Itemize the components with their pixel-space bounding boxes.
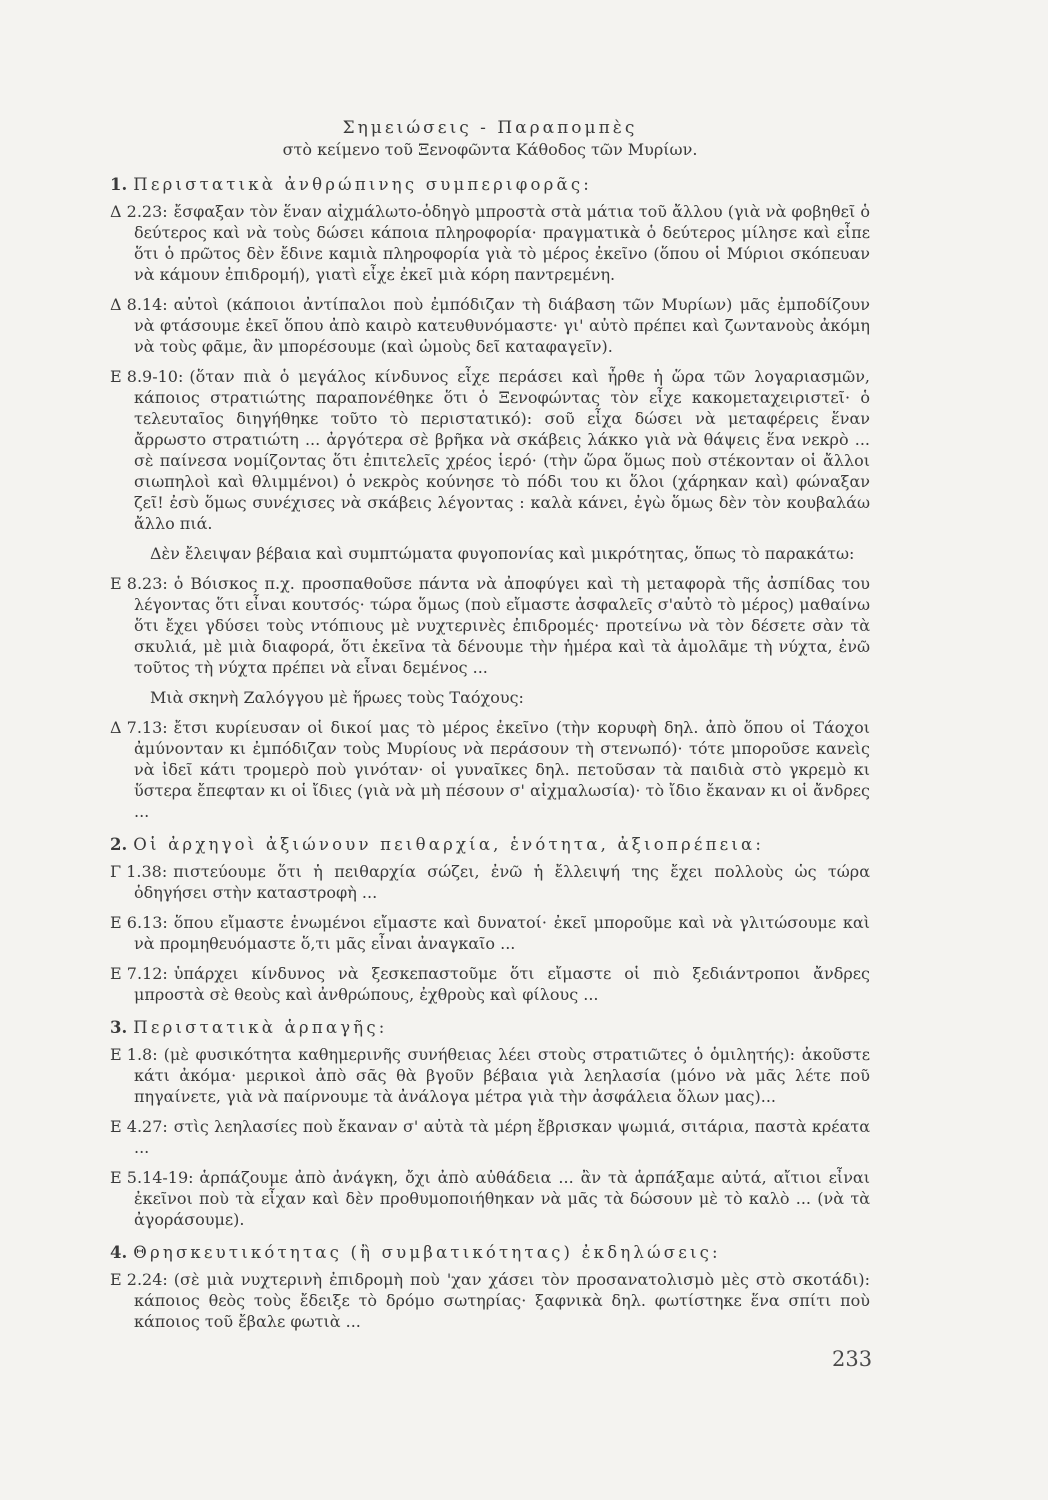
section-number: 4. bbox=[110, 1243, 128, 1262]
reference-text: (μὲ φυσικότητα καθημερινῆς συνήθειας λέει στοὺς στρατιῶτες ὁ ὁμιλητής): ἀκοῦστε κάτι ἀκόμα· μερικοὶ ἀπὸ σᾶς θὰ βγοῦν βέβαια γιὰ λεηλασία (μόνο νὰ μᾶς λέτε ποῦ πηγαίνετε, γιὰ νὰ παίρνουμε τὰ ἀνάλογα μέτρα γιὰ τὴν ἀσφάλεια ὅλων μας)... bbox=[134, 1045, 870, 1106]
section-heading-text: Περιστατικὰ ἀνθρώπινης συμπεριφορᾶς: bbox=[133, 175, 593, 194]
reference-citation: Ε 2.24: bbox=[110, 1270, 168, 1289]
reference-entry bbox=[110, 1044, 870, 1107]
reference-citation: Γ 1.38: bbox=[110, 862, 168, 881]
section-heading-text: Περιστατικὰ ἁρπαγῆς: bbox=[133, 1018, 388, 1037]
reference-entry bbox=[110, 201, 870, 285]
reference-entry bbox=[110, 1269, 870, 1332]
reference-text: (σὲ μιὰ νυχτερινὴ ἐπιδρομὴ ποὺ 'χαν χάσει τὸν προσανατολισμὸ μὲς στὸ σκοτάδι): κάποιος θεὸς τοὺς ἔδειξε τὸ δρόμο σωτηρίας· ξαφνικὰ δηλ. φωτίστηκε ἕνα σπίτι ποὺ κάποιος τοῦ ἔβαλε φωτιὰ ... bbox=[134, 1270, 870, 1331]
page-number: 233 bbox=[832, 1347, 873, 1371]
reference-text: ἔσφαξαν τὸν ἕναν αἰχμάλωτο-ὁδηγὸ μπροστὰ στὰ μάτια τοῦ ἄλλου (γιὰ νὰ φοβηθεῖ ὁ δεύτερος καὶ νὰ τοὺς δώσει κάποια πληροφορία· πραγματικὰ ὁ δεύτερος μίλησε καὶ εἶπε ὅτι ὁ πρῶτος δὲν ἔδινε καμιὰ πληροφορία γιὰ τὸ μέρος ἐκεῖνο (ὅπου οἱ Μύριοι σκόπευαν νὰ κάμουν ἐπιδρομή), γιατὶ εἶχε ἐκεῖ μιὰ κόρη παντρεμένη. bbox=[134, 202, 870, 284]
reference-entry bbox=[110, 717, 870, 822]
section-heading bbox=[110, 834, 870, 855]
reference-text: (ὅταν πιὰ ὁ μεγάλος κίνδυνος εἶχε περάσει καὶ ἦρθε ἡ ὥρα τῶν λογαριασμῶν, κάποιος στρατιώτης παραπονέθηκε ὅτι ὁ Ξενοφώντας τὸν εἶχε κακομεταχειριστεῖ· ὁ τελευταῖος διηγήθηκε τοῦτο τὸ περιστατικό): σοῦ εἶχα δώσει νὰ μεταφέρεις ἕναν ἄρρωστο στρατιώτη ... ἀργότερα σὲ βρῆκα νὰ σκάβεις λάκκο γιὰ νὰ θάψεις ἕνα νεκρὸ ... σὲ παίνεσα νομίζοντας ὅτι ἐπιτελεῖς χρέος ἱερό· (τὴν ὥρα ὅμως ποὺ στέκονταν οἱ ἄλλοι σιωπηλοὶ καὶ θλιμμένοι) ὁ νεκρὸς κούνησε τὸ πόδι του κι ὅλοι (χάρηκαν καὶ) φώναξαν ζεῖ! ἐσὺ ὅμως συνέχισες νὰ σκάβεις λέγοντας : καλὰ κάνει, ἐγὼ ὅμως δὲν τὸν κουβαλάω ἄλλο πιά. bbox=[134, 367, 870, 533]
reference-citation: Ε 8.23: bbox=[110, 574, 168, 593]
reference-citation: Ε 5.14-19: bbox=[110, 1168, 194, 1187]
reference-text: πιστεύουμε ὅτι ἡ πειθαρχία σώζει, ἐνῶ ἡ ἔλλειψή της ἔχει πολλοὺς ὡς τώρα ὁδηγήσει στὴν καταστροφὴ ... bbox=[134, 862, 870, 902]
reference-text: ὅπου εἴμαστε ἑνωμένοι εἴμαστε καὶ δυνατοί· ἐκεῖ μποροῦμε καὶ νὰ γλιτώσουμε καὶ νὰ προμηθευόμαστε ὅ,τι μᾶς εἶναι ἀναγκαῖο ... bbox=[134, 913, 870, 953]
reference-citation: Δ 7.13: bbox=[110, 718, 168, 737]
reference-citation: Ε 1.8: bbox=[110, 1045, 158, 1064]
sections-container bbox=[110, 174, 870, 1332]
reference-text: ὁ Βόισκος π.χ. προσπαθοῦσε πάντα νὰ ἀποφύγει καὶ τὴ μεταφορὰ τῆς ἀσπίδας του λέγοντας ὅτι εἶναι κουτσός· τώρα ὅμως (ποὺ εἴμαστε ἀσφαλεῖς σ'αὐτὸ τὸ μέρος) μαθαίνω ὅτι ἔχει γδύσει τοὺς ντόπιους μὲ νυχτερινὲς ἐπιδρομές· προτείνω νὰ τὸν δέσετε σὰν τὰ σκυλιά, μὲ μιὰ διαφορά, ὅτι ἐκεῖνα τὰ δένουμε τὴν ἡμέρα καὶ τὰ ἀμολᾶμε τὴ νύχτα, ἐνῶ τοῦτος τὴ νύχτα πρέπει νὰ εἶναι δεμένος ... bbox=[134, 574, 870, 677]
reference-citation: Δ 8.14: bbox=[110, 295, 168, 314]
reference-entry bbox=[110, 1167, 870, 1230]
reference-text: ὑπάρχει κίνδυνος νὰ ξεσκεπαστοῦμε ὅτι εἴμαστε οἱ πιὸ ξεδιάντροποι ἄνδρες μπροστὰ σὲ θεοὺς καὶ ἀνθρώπους, ἐχθροὺς καὶ φίλους ... bbox=[134, 964, 870, 1004]
reference-text: αὐτοὶ (κάποιοι ἀντίπαλοι ποὺ ἐμπόδιζαν τὴ διάβαση τῶν Μυρίων) μᾶς ἐμποδίζουν νὰ φτάσουμε ἐκεῖ ὅπου ἀπὸ καιρὸ κατευθυνόμαστε· γι' αὐτὸ πρέπει καὶ ζωντανοὺς ἀκόμη νὰ τοὺς φᾶμε, ἂν μπορέσουμε (καὶ ὠμοὺς δεῖ καταφαγεῖν). bbox=[134, 295, 870, 356]
note-paragraph: Μιὰ σκηνὴ Ζαλόγγου μὲ ἥρωες τοὺς Ταόχους: bbox=[150, 688, 524, 707]
reference-citation: Ε 4.27: bbox=[110, 1117, 168, 1136]
reference-entry bbox=[110, 1116, 870, 1158]
section-heading bbox=[110, 1242, 870, 1263]
reference-citation: Ε 6.13: bbox=[110, 913, 168, 932]
section-heading-text: Θρησκευτικότητας (ἢ συμβατικότητας) ἐκδηλώσεις: bbox=[133, 1243, 721, 1262]
page-title: Σημειώσεις - Παραπομπὲς bbox=[342, 118, 638, 138]
reference-entry bbox=[110, 912, 870, 954]
reference-citation: Δ 2.23: bbox=[110, 202, 168, 221]
reference-citation: Ε 8.9-10: bbox=[110, 367, 184, 386]
page-content bbox=[110, 118, 870, 1341]
section-number: 3. bbox=[110, 1018, 128, 1037]
reference-text: στὶς λεηλασίες ποὺ ἔκαναν σ' αὐτὰ τὰ μέρη ἔβρισκαν ψωμιά, σιτάρια, παστὰ κρέατα ... bbox=[134, 1117, 870, 1157]
section-heading-text: Οἱ ἀρχηγοὶ ἀξιώνουν πειθαρχία, ἑνότητα, ἀξιοπρέπεια: bbox=[133, 835, 765, 854]
reference-entry bbox=[110, 573, 870, 678]
note-paragraph: Δὲν ἔλειψαν βέβαια καὶ συμπτώματα φυγοπονίας καὶ μικρότητας, ὅπως τὸ παρακάτω: bbox=[150, 544, 855, 563]
reference-entry bbox=[110, 366, 870, 534]
reference-entry bbox=[110, 861, 870, 903]
section-heading bbox=[110, 1017, 870, 1038]
section-heading bbox=[110, 174, 870, 195]
reference-entry bbox=[110, 294, 870, 357]
page-subtitle: στὸ κείμενο τοῦ Ξενοφῶντα Κάθοδος τῶν Μυρίων. bbox=[282, 140, 698, 159]
section-number: 2. bbox=[110, 835, 128, 854]
reference-text: ἁρπάζουμε ἀπὸ ἀνάγκη, ὄχι ἀπὸ αὐθάδεια ... ἂν τὰ ἁρπάξαμε αὐτά, αἴτιοι εἶναι ἐκεῖνοι ποὺ τὰ εἶχαν καὶ δὲν προθυμοποιήθηκαν νὰ μᾶς τὰ δώσουν μὲ τὸ καλὸ ... (νὰ τὰ ἀγοράσουμε). bbox=[134, 1168, 870, 1229]
reference-citation: Ε 7.12: bbox=[110, 964, 168, 983]
reference-entry bbox=[110, 963, 870, 1005]
reference-text: ἔτσι κυρίευσαν οἱ δικοί μας τὸ μέρος ἐκεῖνο (τὴν κορυφὴ δηλ. ἀπὸ ὅπου οἱ Τάοχοι ἀμύνονταν κι ἐμπόδιζαν τοὺς Μυρίους νὰ περάσουν τὴ στενωπό)· τότε μποροῦσε κανεὶς νὰ ἰδεῖ κάτι τρομερὸ ποὺ γινόταν· οἱ γυναῖκες δηλ. πετοῦσαν τὰ παιδιὰ στὸ γκρεμὸ κι ὕστερα ἔπεφταν κι οἱ ἴδιες (γιὰ νὰ μὴ πέσουν σ' αἰχμαλωσία)· τὸ ἴδιο ἔκαναν κι οἱ ἄνδρες ... bbox=[134, 718, 870, 821]
section-number: 1. bbox=[110, 175, 128, 194]
